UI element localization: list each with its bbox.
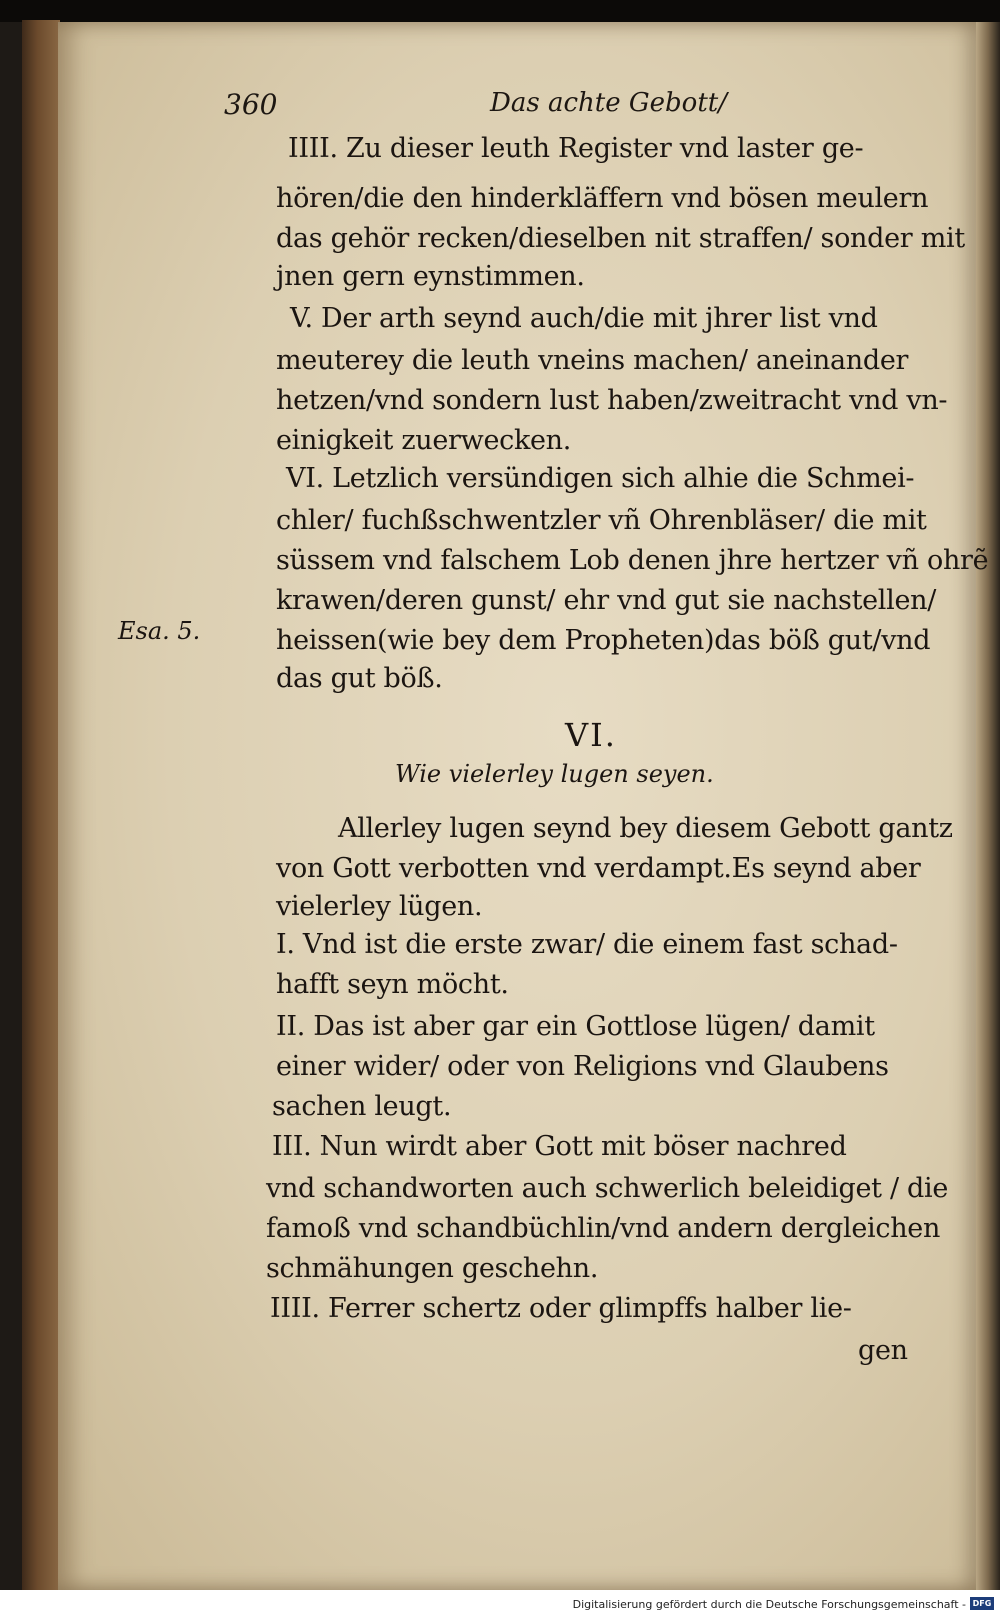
page-fore-edge: [976, 22, 1000, 1590]
text-line: Allerley lugen seynd bey diesem Gebott gantz: [338, 813, 953, 844]
text-line: famoß vnd schandbüchlin/vnd andern dergleichen: [266, 1213, 941, 1244]
text-line: schmähungen geschehn.: [266, 1253, 599, 1284]
section-heading: VI.: [565, 716, 617, 754]
text-line: II. Das ist aber gar ein Gottlose lügen/ damit: [276, 1011, 875, 1042]
text-line: heissen(wie bey dem Propheten)das böß gut/vnd: [276, 625, 931, 656]
footer-credit: Digitalisierung gefördert durch die Deutsche Forschungsgemeinschaft -: [572, 1598, 966, 1611]
text-line: III. Nun wirdt aber Gott mit böser nachred: [272, 1131, 847, 1162]
text-line: meuterey die leuth vneins machen/ aneinander: [276, 345, 909, 376]
text-line: von Gott verbotten vnd verdampt.Es seynd aber: [276, 853, 921, 884]
section-subheading: Wie vielerley lugen seyen.: [395, 760, 714, 788]
text-line: hafft seyn möcht.: [276, 969, 509, 1000]
text-line: hetzen/vnd sondern lust haben/zweitracht vnd vn-: [276, 385, 948, 416]
text-line: V. Der arth seynd auch/die mit jhrer list vnd: [290, 303, 878, 334]
text-line: jnen gern eynstimmen.: [276, 261, 585, 292]
text-line: einer wider/ oder von Religions vnd Glaubens: [276, 1051, 889, 1082]
dfg-logo: DFG: [970, 1597, 994, 1610]
text-line: vielerley lügen.: [276, 891, 483, 922]
running-head: Das achte Gebott/: [490, 88, 727, 118]
text-line: sachen leugt.: [272, 1091, 452, 1122]
page-number: 360: [224, 88, 278, 121]
text-line: I. Vnd ist die erste zwar/ die einem fast schad-: [276, 929, 898, 960]
text-line: vnd schandworten auch schwerlich beleidiget / die: [266, 1173, 949, 1204]
book-binding-edge: [22, 20, 60, 1592]
text-line: chler/ fuchßschwentzler vñ Ohrenbläser/ die mit: [276, 505, 927, 536]
text-line: hören/die den hinderkläffern vnd bösen meulern: [276, 183, 929, 214]
text-line: IIII. Zu dieser leuth Register vnd laster ge-: [288, 133, 864, 164]
book-page: [58, 22, 976, 1590]
catchword: gen: [858, 1335, 908, 1366]
text-line: das gut böß.: [276, 663, 443, 694]
margin-note: Esa. 5.: [118, 617, 201, 645]
text-line: IIII. Ferrer schertz oder glimpffs halber lie-: [270, 1293, 852, 1324]
text-line: das gehör recken/dieselben nit straffen/ sonder mit: [276, 223, 965, 254]
text-line: süssem vnd falschem Lob denen jhre hertzer vñ ohrẽ: [276, 545, 989, 576]
text-line: VI. Letzlich versündigen sich alhie die Schmei-: [286, 463, 915, 494]
scan-top-border: [0, 0, 1000, 22]
text-line: einigkeit zuerwecken.: [276, 425, 572, 456]
text-line: krawen/deren gunst/ ehr vnd gut sie nachstellen/: [276, 585, 937, 616]
